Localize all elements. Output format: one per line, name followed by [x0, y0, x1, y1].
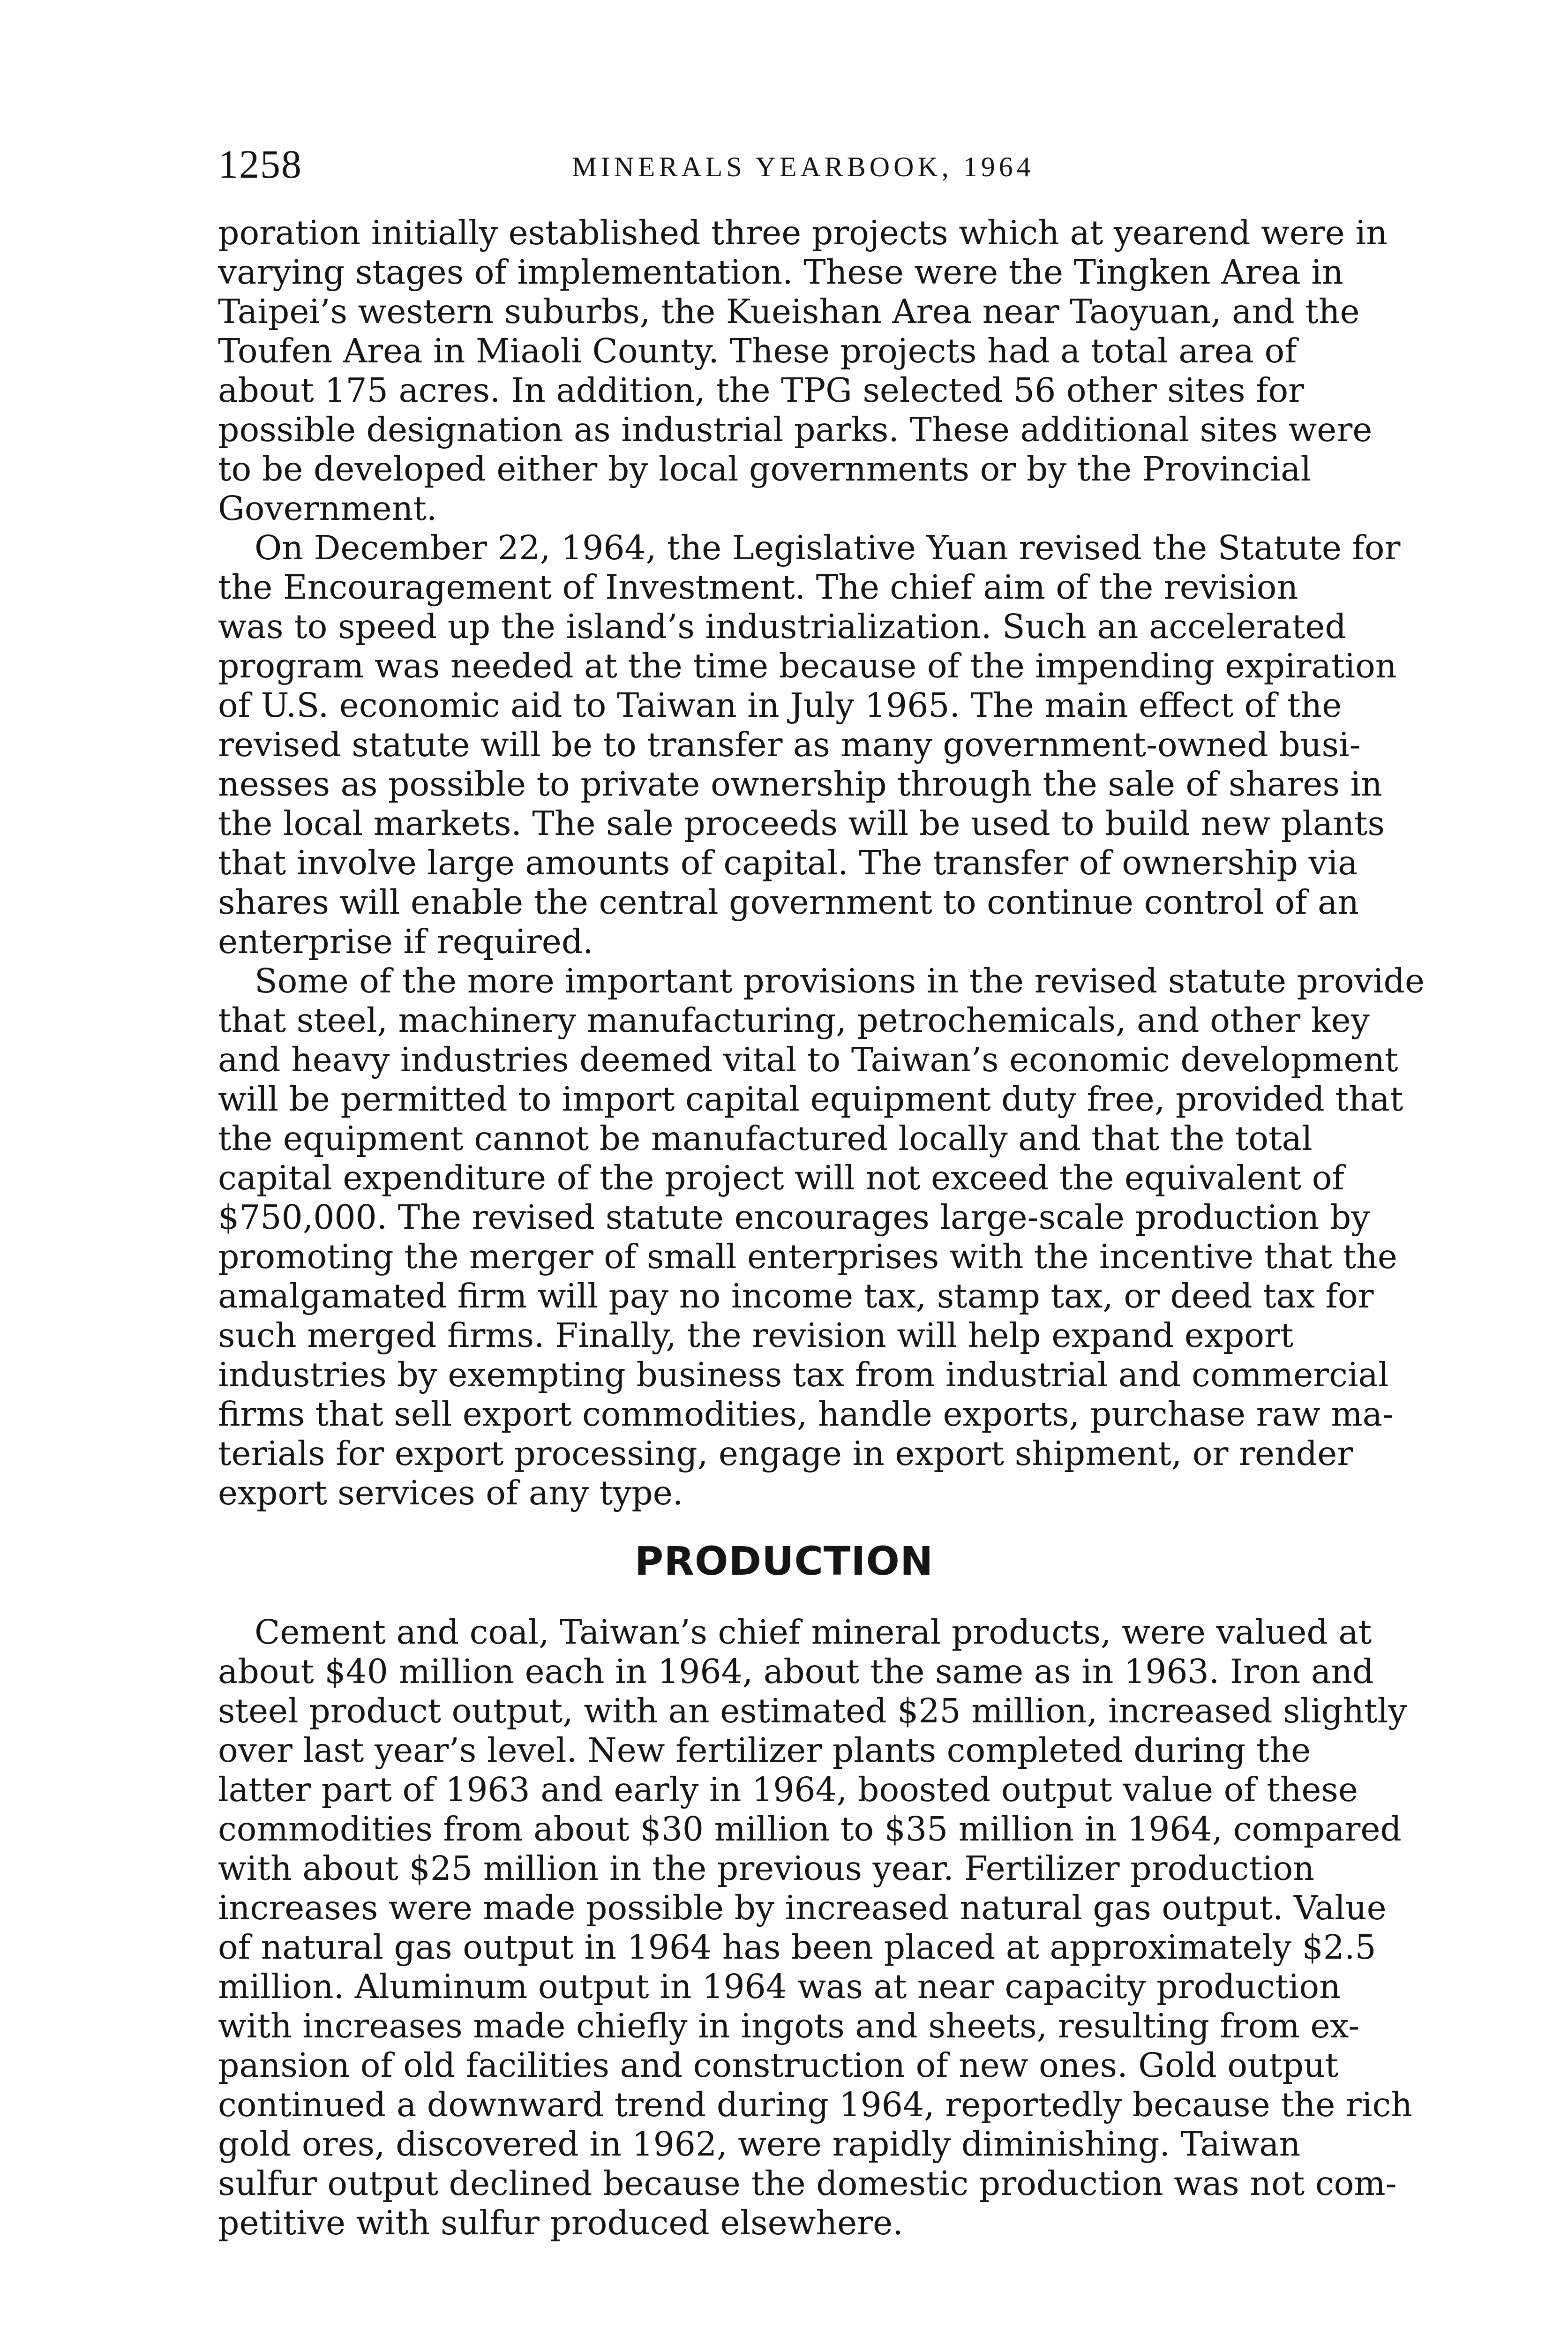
- running-header: [218, 143, 1437, 185]
- text-line: steel product output, with an estimated $25 million, increased slightly: [218, 1691, 1407, 1730]
- text-line: industries by exempting business tax from industrial and commercial: [218, 1355, 1389, 1394]
- text-line: On December 22, 1964, the Legislative Yuan revised the Statute for: [255, 528, 1401, 567]
- text-line: commodities from about $30 million to $35 million in 1964, compared: [218, 1810, 1402, 1848]
- text-line: that involve large amounts of capital. The transfer of ownership via: [218, 843, 1358, 882]
- text-line: with about $25 million in the previous year. Fertilizer production: [218, 1849, 1314, 1888]
- text-line: continued a downward trend during 1964, reportedly because the rich: [218, 2085, 1413, 2124]
- text-line: enterprise if required.: [218, 922, 593, 961]
- text-line: the Encouragement of Investment. The chief aim of the revision: [218, 568, 1298, 607]
- text-line: shares will enable the central government to continue control of an: [218, 883, 1359, 922]
- text-line: poration initially established three projects which at yearend were in: [218, 213, 1388, 252]
- text-line: firms that sell export commodities, handle exports, purchase raw ma-: [218, 1395, 1394, 1434]
- text-line: with increases made chiefly in ingots and sheets, resulting from ex-: [218, 2006, 1360, 2045]
- text-line: promoting the merger of small enterprises with the incentive that the: [218, 1237, 1397, 1276]
- text-line: pansion of old facilities and construction of new ones. Gold output: [218, 2046, 1339, 2085]
- text-line: revised statute will be to transfer as many government-owned busi-: [218, 725, 1361, 764]
- body-text-section-1: [218, 213, 1448, 1513]
- text-line: sulfur output declined because the domestic production was not com-: [218, 2164, 1397, 2203]
- text-line: million. Aluminum output in 1964 was at near capacity production: [218, 1967, 1341, 2006]
- text-line: the equipment cannot be manufactured locally and that the total: [218, 1119, 1313, 1158]
- text-line: and heavy industries deemed vital to Taiwan’s economic development: [218, 1040, 1398, 1079]
- text-line: gold ores, discovered in 1962, were rapidly diminishing. Taiwan: [218, 2125, 1301, 2164]
- text-line: nesses as possible to private ownership through the sale of shares in: [218, 765, 1382, 804]
- text-line: over last year’s level. New fertilizer plants completed during the: [218, 1731, 1311, 1770]
- text-line: the local markets. The sale proceeds will be used to build new plants: [218, 804, 1385, 843]
- text-line: capital expenditure of the project will not exceed the equivalent of: [218, 1158, 1344, 1197]
- text-line: was to speed up the island’s industrialization. Such an accelerated: [218, 607, 1346, 646]
- text-line: Taipei’s western suburbs, the Kueishan Area near Taoyuan, and the: [218, 292, 1360, 331]
- text-line: about 175 acres. In addition, the TPG selected 56 other sites for: [218, 371, 1305, 410]
- text-line: such merged firms. Finally, the revision will help expand export: [218, 1316, 1294, 1355]
- text-line: Some of the more important provisions in the revised statute provide: [255, 962, 1425, 1000]
- text-line: increases were made possible by increased natural gas output. Value: [218, 1888, 1387, 1927]
- text-line: of U.S. economic aid to Taiwan in July 1965. The main effect of the: [218, 686, 1342, 725]
- text-line: latter part of 1963 and early in 1964, boosted output value of these: [218, 1770, 1358, 1809]
- text-line: will be permitted to import capital equipment duty free, provided that: [218, 1080, 1403, 1119]
- text-line: Toufen Area in Miaoli County. These projects had a total area of: [218, 331, 1297, 370]
- body-text-section-production: [218, 1613, 1448, 2243]
- text-line: about $40 million each in 1964, about the same as in 1963. Iron and: [218, 1652, 1374, 1691]
- text-line: program was needed at the time because of the impending expiration: [218, 646, 1397, 685]
- page-number: 1258: [218, 142, 302, 187]
- text-line: terials for export processing, engage in export shipment, or render: [218, 1434, 1353, 1473]
- running-title: MINERALS YEARBOOK, 1964: [572, 151, 1035, 182]
- text-line: varying stages of implementation. These were the Tingken Area in: [218, 253, 1343, 292]
- text-line: that steel, machinery manufacturing, petrochemicals, and other key: [218, 1001, 1370, 1040]
- text-line: to be developed either by local governments or by the Provincial: [218, 450, 1312, 488]
- text-line: Government.: [218, 489, 437, 528]
- text-line: $750,000. The revised statute encourages large-scale production by: [218, 1198, 1370, 1237]
- text-line: petitive with sulfur produced elsewhere.: [218, 2203, 903, 2242]
- text-line: export services of any type.: [218, 1473, 683, 1512]
- text-line: Cement and coal, Taiwan’s chief mineral products, were valued at: [255, 1613, 1372, 1652]
- text-line: possible designation as industrial parks. These additional sites were: [218, 410, 1373, 449]
- section-heading-production: PRODUCTION: [634, 1538, 934, 1584]
- text-line: of natural gas output in 1964 has been placed at approximately $2.5: [218, 1928, 1376, 1967]
- text-line: amalgamated firm will pay no income tax, stamp tax, or deed tax for: [218, 1277, 1374, 1315]
